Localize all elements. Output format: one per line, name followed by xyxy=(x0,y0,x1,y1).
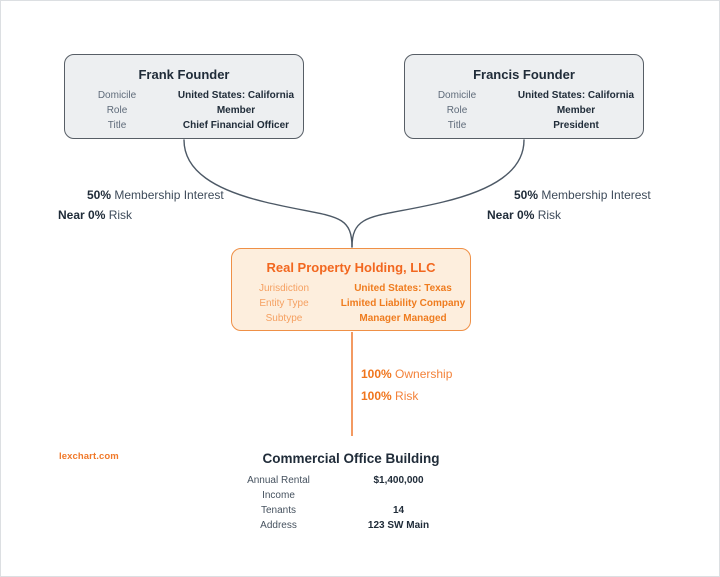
row-value: $1,400,000 xyxy=(373,475,424,486)
edge-label-ownership xyxy=(361,367,452,381)
edge-label-percent: 50% xyxy=(87,188,112,202)
edge-label-left-membership-interest xyxy=(87,188,224,202)
edge-label-text: Ownership xyxy=(391,367,453,381)
node-row xyxy=(232,281,470,296)
row-value: United States: California xyxy=(177,90,295,101)
node-row xyxy=(231,518,471,533)
row-label: Title xyxy=(447,120,467,131)
row-value: United States: California xyxy=(517,90,635,101)
row-value: Member xyxy=(216,105,256,116)
node-frank-founder[interactable] xyxy=(64,54,304,139)
row-label: Tenants xyxy=(260,505,297,516)
edge-label-percent: Near 0% xyxy=(58,208,106,222)
row-label: Role xyxy=(446,105,468,116)
edge-label-percent: 100% xyxy=(361,389,392,403)
edge-label-text: Membership Interest xyxy=(111,188,224,202)
node-real-property-holding[interactable] xyxy=(231,248,471,331)
node-row xyxy=(65,88,303,103)
node-title: Francis Founder xyxy=(473,67,575,82)
row-value: Limited Liability Company xyxy=(340,298,466,309)
node-row xyxy=(405,88,643,103)
node-title: Commercial Office Building xyxy=(262,451,440,466)
edge-label-ownership-risk xyxy=(361,389,418,403)
node-commercial-office-building[interactable] xyxy=(231,451,471,533)
row-label: Jurisdiction xyxy=(258,283,310,294)
row-label: Role xyxy=(106,105,128,116)
lexchart-watermark-link[interactable]: lexchart.com xyxy=(59,451,119,462)
node-row xyxy=(405,118,643,133)
edge-label-right-risk xyxy=(487,208,561,222)
node-francis-founder[interactable] xyxy=(404,54,644,139)
node-row xyxy=(231,473,471,503)
row-value: Member xyxy=(556,105,596,116)
edge-label-left-risk xyxy=(58,208,132,222)
node-row xyxy=(232,311,470,326)
edge-label-text: Risk xyxy=(534,208,562,222)
edge-label-percent: 100% xyxy=(361,367,392,381)
row-value: Chief Financial Officer xyxy=(182,120,290,131)
row-label: Domicile xyxy=(437,90,477,101)
node-title: Real Property Holding, LLC xyxy=(266,260,436,275)
node-title: Frank Founder xyxy=(138,67,230,82)
edge-label-percent: Near 0% xyxy=(487,208,535,222)
row-label: Address xyxy=(260,520,297,531)
row-value: Manager Managed xyxy=(359,313,447,324)
edge-label-text: Risk xyxy=(105,208,133,222)
row-value: 14 xyxy=(392,505,405,516)
row-value: 123 SW Main xyxy=(367,520,430,531)
edge-label-text: Risk xyxy=(391,389,419,403)
edge-label-text: Membership Interest xyxy=(538,188,651,202)
row-label: Entity Type xyxy=(259,298,309,309)
row-label: Title xyxy=(107,120,127,131)
row-value: United States: Texas xyxy=(354,283,452,294)
node-row xyxy=(405,103,643,118)
row-label: Domicile xyxy=(97,90,137,101)
row-label: Annual Rental Income xyxy=(247,475,310,501)
row-label: Subtype xyxy=(265,313,303,324)
node-row xyxy=(65,103,303,118)
row-value: President xyxy=(553,120,599,131)
node-row xyxy=(231,503,471,518)
edge-francis-to-holding xyxy=(352,140,524,247)
edge-label-right-membership-interest xyxy=(514,188,651,202)
node-row xyxy=(232,296,470,311)
node-row xyxy=(65,118,303,133)
edge-label-percent: 50% xyxy=(514,188,539,202)
